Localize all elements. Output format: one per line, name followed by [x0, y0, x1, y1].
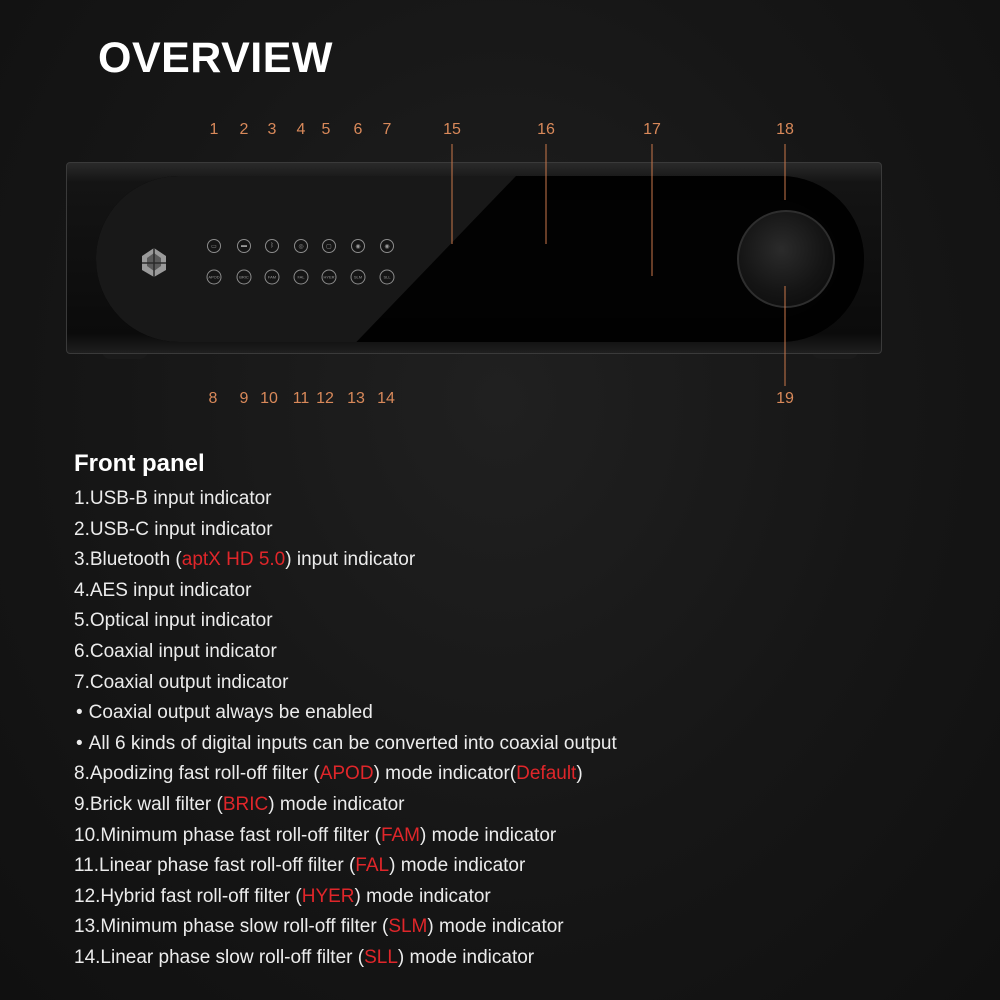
callout-10: 10 — [260, 390, 278, 407]
callout-8: 8 — [208, 390, 218, 407]
callout-15: 15 — [443, 121, 461, 138]
list-item: 12.Hybrid fast roll-off filter (HYER) mode indicator — [74, 885, 491, 907]
filter-hyer-indicator: HYER — [322, 270, 337, 285]
callout-13: 13 — [347, 390, 365, 407]
usb-b-indicator-icon: ▭ — [207, 239, 221, 253]
list-item: 6.Coaxial input indicator — [74, 640, 277, 662]
coaxial-input-indicator-icon: ◉ — [351, 239, 365, 253]
aes-indicator-icon: ◎ — [294, 239, 308, 253]
list-item: 9.Brick wall filter (BRIC) mode indicator — [74, 793, 405, 815]
filter-bric-indicator: BRIC — [237, 270, 252, 285]
list-item: 14.Linear phase slow roll-off filter (SLL) mode indicator — [74, 946, 535, 968]
list-item: 7.Coaxial output indicator — [74, 671, 289, 693]
list-item: • All 6 kinds of digital inputs can be converted into coaxial output — [74, 729, 617, 760]
leader-line-17 — [652, 144, 653, 276]
callout-5: 5 — [321, 121, 331, 138]
filter-slm-indicator: SLM — [351, 270, 366, 285]
callout-11: 11 — [292, 390, 310, 407]
usb-c-indicator-icon: ▬ — [237, 239, 251, 253]
leader-line-16 — [546, 144, 547, 244]
filter-fam-indicator: FAM — [265, 270, 280, 285]
list-item: 8.Apodizing fast roll-off filter (APOD) mode indicator(Default) — [74, 763, 583, 785]
list-item: 4.AES input indicator — [74, 579, 252, 601]
callout-7: 7 — [382, 121, 392, 138]
bullet-icon: • — [76, 732, 83, 754]
coaxial-output-indicator-icon: ◉ — [380, 239, 394, 253]
list-item: 13.Minimum phase slow roll-off filter (SLM) mode indicator — [74, 916, 564, 938]
callout-4: 4 — [296, 121, 306, 138]
list-item: 1.USB-B input indicator — [74, 488, 272, 509]
callout-19: 19 — [776, 390, 794, 407]
filter-fal-indicator: FAL — [294, 270, 309, 285]
feature-list — [74, 484, 617, 974]
leader-line-18 — [785, 144, 786, 200]
leader-line-15 — [452, 144, 453, 244]
list-item: • Coaxial output always be enabled — [74, 698, 617, 729]
list-item: 2.USB-C input indicator — [74, 518, 273, 540]
callout-1: 1 — [209, 121, 219, 138]
callout-17: 17 — [643, 121, 661, 138]
brand-logo-icon — [136, 244, 172, 280]
callout-12: 12 — [316, 390, 334, 407]
callout-9: 9 — [239, 390, 249, 407]
bullet-icon: • — [76, 702, 83, 724]
callout-16: 16 — [537, 121, 555, 138]
callout-3: 3 — [267, 121, 277, 138]
list-item: 5.Optical input indicator — [74, 610, 273, 632]
leader-line-19 — [785, 286, 786, 386]
section-title: Front panel — [74, 450, 205, 477]
bluetooth-indicator-icon: ᛒ — [265, 239, 279, 253]
list-item: 10.Minimum phase fast roll-off filter (FAM) mode indicator — [74, 824, 557, 846]
list-item: 3.Bluetooth (aptX HD 5.0) input indicator — [74, 549, 416, 571]
callout-18: 18 — [776, 121, 794, 138]
optical-indicator-icon: ▢ — [322, 239, 336, 253]
volume-knob[interactable] — [737, 210, 835, 308]
list-item: 11.Linear phase fast roll-off filter (FAL) mode indicator — [74, 855, 526, 877]
callout-14: 14 — [377, 390, 395, 407]
callout-2: 2 — [239, 121, 249, 138]
callout-6: 6 — [353, 121, 363, 138]
filter-apod-indicator: APOD — [207, 270, 222, 285]
page-title: OVERVIEW — [98, 34, 333, 82]
filter-sll-indicator: SLL — [380, 270, 395, 285]
